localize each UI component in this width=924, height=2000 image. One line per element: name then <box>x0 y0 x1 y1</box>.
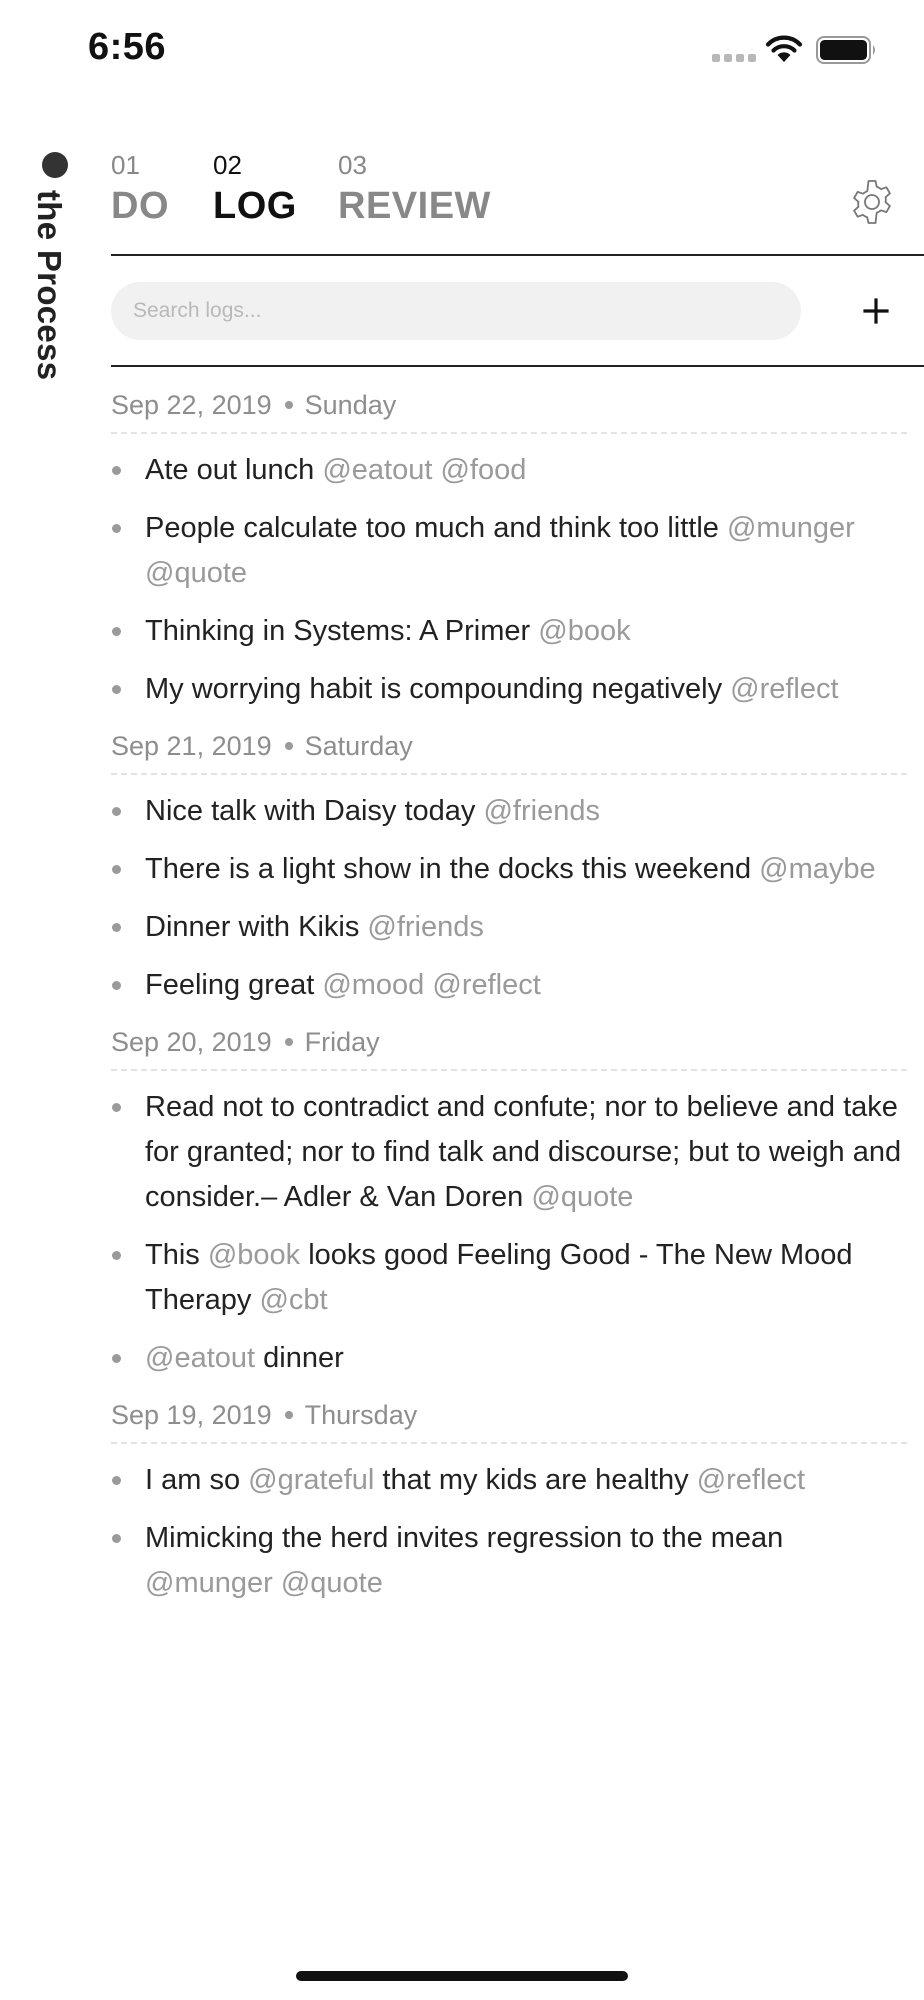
separator-dot-icon <box>285 1038 293 1046</box>
entry-text: that my kids are healthy <box>374 1464 697 1496</box>
cellular-signal-icon <box>712 54 756 62</box>
day-date: Sep 20, 2019 <box>111 1027 272 1057</box>
log-entry[interactable] <box>111 1336 907 1381</box>
tab-number: 01 <box>111 150 140 180</box>
log-entry[interactable] <box>111 1516 907 1606</box>
entry-text: This <box>145 1239 208 1271</box>
log-entry[interactable] <box>111 667 907 712</box>
entry-text: looks good Feeling Good - The New Mood Therapy <box>145 1239 853 1316</box>
tag-link[interactable]: @munger <box>726 512 855 544</box>
tag-link[interactable]: @friends <box>483 795 600 827</box>
gear-icon[interactable] <box>848 178 896 226</box>
plus-icon[interactable] <box>856 291 896 331</box>
entry-text: Read not to contradict and confute; nor to believe and take for granted; nor to find talk and discourse; but to weigh and consider.– Adler & Van Doren <box>145 1091 902 1213</box>
brand-name: the Process <box>31 190 68 381</box>
log-entry[interactable] <box>111 1458 907 1503</box>
tag-link[interactable]: @eatout <box>145 1342 256 1374</box>
tag-link[interactable]: @maybe <box>759 853 876 885</box>
tag-link[interactable]: @quote <box>280 1567 383 1599</box>
day-weekday: Sunday <box>304 390 397 420</box>
log-entry-list <box>111 1071 907 1400</box>
tab-label: REVIEW <box>338 185 491 227</box>
day-header <box>111 731 907 775</box>
day-date: Sep 19, 2019 <box>111 1400 272 1430</box>
entry-text: Ate out lunch <box>145 454 323 486</box>
log-entry[interactable] <box>111 609 907 654</box>
entry-text: Mimicking the herd invites regression to the mean <box>145 1522 784 1554</box>
separator-dot-icon <box>285 401 293 409</box>
entry-text: Nice talk with Daisy today <box>145 795 484 827</box>
day-header <box>111 1027 907 1071</box>
tab-label: LOG <box>213 185 297 227</box>
log-entry[interactable] <box>111 963 907 1008</box>
separator-dot-icon <box>285 1411 293 1419</box>
log-entry[interactable] <box>111 1233 907 1323</box>
tab-do[interactable] <box>111 150 169 228</box>
day-weekday: Thursday <box>304 1400 418 1430</box>
day-header <box>111 1400 907 1444</box>
log-entry[interactable] <box>111 1085 907 1220</box>
tag-link[interactable]: @quote <box>145 557 248 589</box>
log-entry-list <box>111 775 907 1027</box>
tag-link[interactable]: @reflect <box>730 673 839 705</box>
entry-text: Thinking in Systems: A Primer <box>145 615 539 647</box>
tab-log[interactable] <box>213 150 297 228</box>
tab-number: 02 <box>213 150 242 180</box>
tag-link[interactable]: @reflect <box>432 969 541 1001</box>
brand-dot-icon <box>42 152 68 178</box>
tag-link[interactable]: @cbt <box>259 1284 328 1316</box>
search-divider <box>111 365 924 367</box>
entry-text: I am so <box>145 1464 249 1496</box>
wifi-icon <box>764 34 804 64</box>
entry-text: There is a light show in the docks this weekend <box>145 853 760 885</box>
entry-text: dinner <box>255 1342 344 1374</box>
entry-text: Dinner with Kikis <box>145 911 368 943</box>
tag-link[interactable]: @grateful <box>248 1464 375 1496</box>
tag-link[interactable]: @reflect <box>696 1464 806 1496</box>
status-time: 6:56 <box>88 26 167 68</box>
tab-review[interactable] <box>338 150 491 228</box>
entry-text: My worrying habit is compounding negatively <box>145 673 731 705</box>
log-entry[interactable] <box>111 905 907 950</box>
day-weekday: Friday <box>304 1027 380 1057</box>
brand <box>31 152 70 381</box>
tag-link[interactable]: @food <box>440 454 527 486</box>
day-weekday: Saturday <box>304 731 413 761</box>
log-entry[interactable] <box>111 847 907 892</box>
battery-icon <box>816 36 878 64</box>
day-header <box>111 390 907 434</box>
separator-dot-icon <box>285 742 293 750</box>
tag-link[interactable]: @mood <box>322 969 425 1001</box>
log-list <box>111 390 907 1625</box>
entry-text: Feeling great <box>145 969 323 1001</box>
tag-link[interactable]: @book <box>538 615 631 647</box>
header-divider <box>111 254 924 256</box>
tag-link[interactable]: @friends <box>367 911 484 943</box>
tag-link[interactable]: @book <box>207 1239 301 1271</box>
day-date: Sep 21, 2019 <box>111 731 272 761</box>
entry-text: People calculate too much and think too little <box>145 512 727 544</box>
entry-text <box>273 1567 281 1599</box>
log-entry-list <box>111 434 907 731</box>
day-date: Sep 22, 2019 <box>111 390 272 420</box>
status-bar <box>0 0 924 100</box>
tag-link[interactable]: @eatout <box>322 454 433 486</box>
tab-label: DO <box>111 185 169 227</box>
log-entry-list <box>111 1444 907 1625</box>
log-entry[interactable] <box>111 506 907 596</box>
tab-number: 03 <box>338 150 367 180</box>
log-entry[interactable] <box>111 448 907 493</box>
tag-link[interactable]: @munger <box>145 1567 273 1599</box>
tag-link[interactable]: @quote <box>531 1181 634 1213</box>
home-indicator <box>296 1971 628 1981</box>
search-input[interactable] <box>111 282 801 340</box>
log-entry[interactable] <box>111 789 907 834</box>
